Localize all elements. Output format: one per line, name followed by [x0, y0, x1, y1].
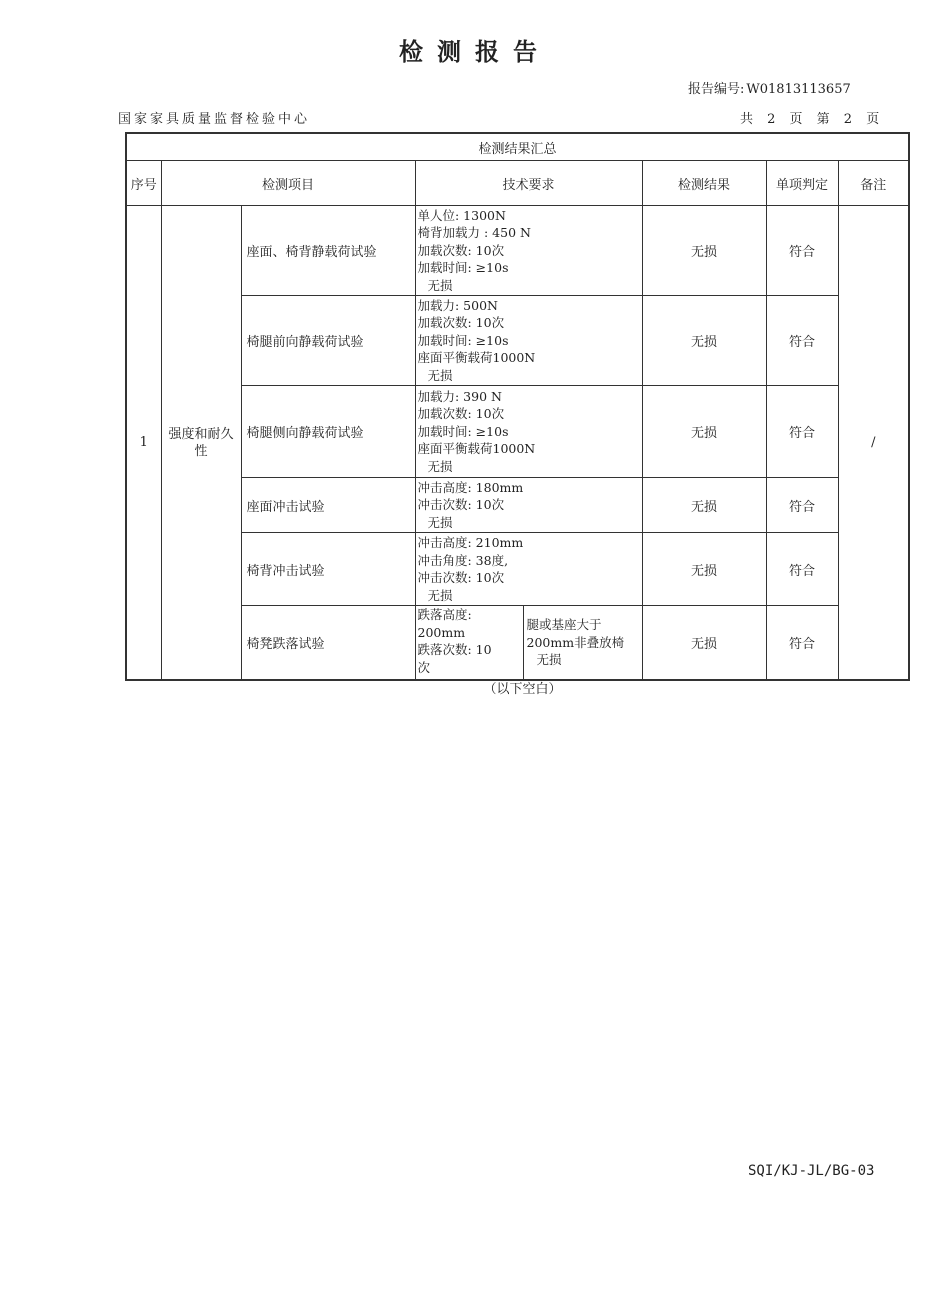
requirement-line: 冲击次数: 10次 [417, 497, 505, 513]
remark-cell: / [838, 206, 909, 681]
requirement-line: 加载时间: ≥10s [417, 260, 509, 276]
result-cell: 无损 [642, 386, 766, 478]
table-row [126, 533, 909, 606]
requirement-line: 腿或基座大于 [526, 617, 602, 633]
col-header-requirement: 技术要求 [415, 161, 642, 206]
requirement-line: 无损 [427, 277, 453, 293]
requirement-line: 跌落高度: [417, 607, 472, 622]
report-number-value: W01813113657 [746, 82, 851, 97]
report-title: 检测报告 [399, 38, 551, 66]
table-row [126, 206, 909, 296]
table-row [126, 606, 909, 681]
requirement-line: 单人位: 1300N [417, 207, 506, 223]
requirement-cell [415, 296, 642, 386]
result-cell: 无损 [642, 606, 766, 681]
requirement-line: 座面平衡载荷1000N [417, 441, 536, 457]
requirement-line: 200mm [417, 624, 466, 640]
col-header-serial: 序号 [126, 161, 161, 206]
test-item: 椅腿侧向静载荷试验 [241, 386, 415, 478]
test-item: 椅背冲击试验 [241, 533, 415, 606]
requirement-line: 无损 [427, 587, 453, 603]
requirement-line: 冲击高度: 180mm [417, 479, 524, 495]
organization-name: 国家家具质量监督检验中心 [118, 112, 311, 127]
test-item: 椅凳跌落试验 [241, 606, 415, 681]
verdict-cell: 符合 [766, 206, 838, 296]
col-header-result: 检测结果 [642, 161, 766, 206]
verdict-cell: 符合 [766, 478, 838, 533]
requirement-cell [415, 386, 642, 478]
result-cell: 无损 [642, 478, 766, 533]
verdict-cell: 符合 [766, 606, 838, 681]
requirement-line: 无损 [427, 458, 453, 474]
table-row [126, 386, 909, 478]
result-cell: 无损 [642, 296, 766, 386]
test-item: 椅腿前向静载荷试验 [241, 296, 415, 386]
result-cell: 无损 [642, 206, 766, 296]
requirement-line: 次 [417, 659, 431, 675]
requirement-line: 无损 [536, 652, 562, 668]
requirement-line: 无损 [427, 367, 453, 383]
table-row [126, 478, 909, 533]
col-header-item: 检测项目 [161, 161, 415, 206]
form-code: SQI/KJ-JL/BG-03 [748, 1163, 875, 1179]
page-indicator: 共 2 页 第 2 页 [740, 112, 882, 127]
test-item: 座面、椅背静载荷试验 [241, 206, 415, 296]
test-item: 座面冲击试验 [241, 478, 415, 533]
verdict-cell: 符合 [766, 533, 838, 606]
requirement-line: 冲击角度: 38度, [417, 552, 509, 568]
requirement-cell [415, 533, 642, 606]
table-row [126, 296, 909, 386]
col-header-remark: 备注 [838, 161, 909, 206]
blank-below-note: （以下空白） [483, 682, 562, 697]
requirement-line: 加载次数: 10次 [417, 406, 505, 422]
results-table [125, 132, 910, 681]
requirement-line: 加载次数: 10次 [417, 315, 505, 331]
requirement-line: 座面平衡载荷1000N [417, 350, 536, 366]
requirement-line: 冲击高度: 210mm [417, 535, 524, 550]
requirement-split [416, 606, 642, 679]
result-cell: 无损 [642, 533, 766, 606]
verdict-cell: 符合 [766, 296, 838, 386]
category-cell: 强度和耐久性 [161, 206, 241, 681]
requirement-line: 冲击次数: 10次 [417, 570, 505, 585]
requirement-line: 加载力: 500N [417, 297, 498, 313]
requirement-cell [415, 206, 642, 296]
requirement-left [416, 606, 524, 679]
verdict-cell: 符合 [766, 386, 838, 478]
report-number-label: 报告编号: [688, 82, 745, 97]
requirement-right [524, 606, 642, 679]
requirement-cell [415, 478, 642, 533]
requirement-line: 无损 [427, 514, 453, 530]
requirement-line: 加载时间: ≥10s [417, 332, 509, 348]
requirement-line: 加载力: 390 N [417, 388, 502, 404]
requirement-line: 椅背加载力 : 450 N [417, 225, 531, 241]
requirement-line: 跌落次数: 10 [417, 642, 492, 657]
report-number [686, 78, 851, 97]
requirement-cell [415, 606, 642, 681]
requirement-line: 加载次数: 10次 [417, 242, 505, 258]
serial-cell: 1 [126, 206, 161, 681]
requirement-line: 加载时间: ≥10s [417, 423, 509, 439]
col-header-verdict: 单项判定 [766, 161, 838, 206]
table-caption: 检测结果汇总 [126, 133, 909, 161]
requirement-line: 200mm非叠放椅 [526, 634, 625, 650]
